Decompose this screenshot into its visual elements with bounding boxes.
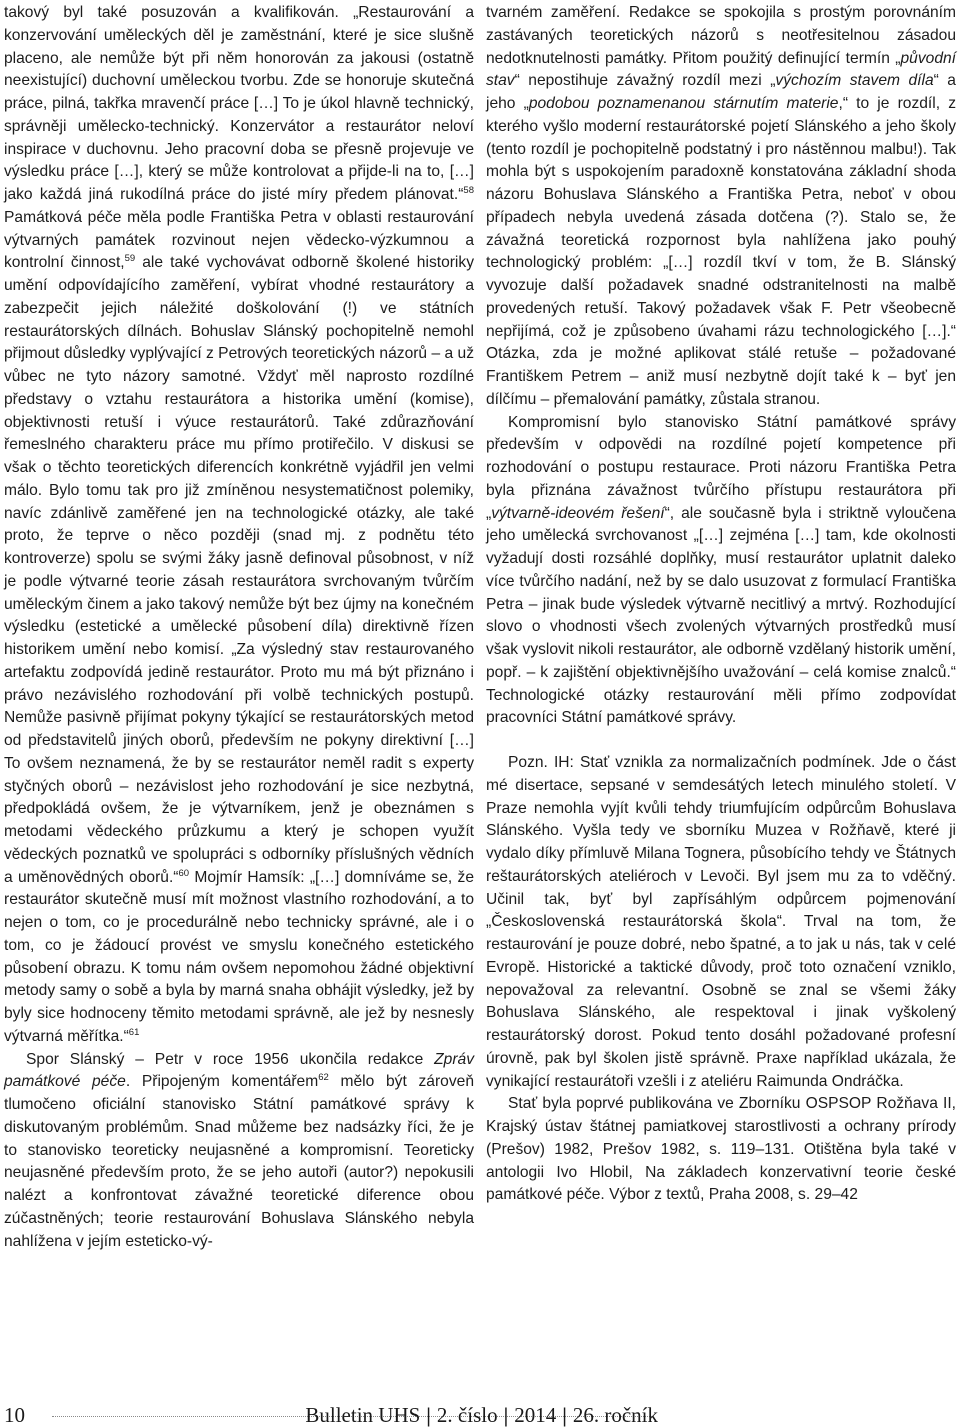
text-run: takový byl také posuzován a kvalifikován. „Restaurování a konzervování uměleckých děl je zaměstnání, které je sice slušně placeno, ale nemůže být při něm honorován za jakousi (ostatně neexistující) duchovní uměleckou tvorbu. Zde se honoruje skutečná práce, pilná, takřka mravenčí práce […] To je úkol hlavně technický, správněji umělecko-technický. Konzervátor a restaurátor neloví inspirace v duchovnu. Jeho pracovní doba se přesně projevuje ve výsledku práce […], který se může kontrolovat a přijde-li na to, […] jako každá jiná rukodílná práce do jisté míry předem plánovat.“ xyxy=(4,4,474,203)
text-run: ale také vychovávat odborně školené historiky umění odpovídajícího zaměření, vybírat vhodné restaurátory a zabezpečit jejich náležité doškolování (!) ve státních restaurátorských dílnách. Bohuslav Slánský pochopitelně nemohl přijmout důsledky vyplývající z Petrových teoretických názorů – a už vůbec ne tyto názory samotné. Vždyť měl naprosto rozdílné představy o vztahu restaurátora a historika umění (komise), objektivnosti retuší i výuce restaurátorů. Také zdůrazňování řemeslného charakteru práce mu přímo protiřečilo. V diskusi se však o těchto teoretických diferencích konkrétně vyjádřil jen velmi málo. Bylo tomu tak pro již zmíněnou nesystematičnost polemiky, navíc zdánlivě zaměřené jen na technologické otázky, ale také proto, že teprve o něco později (snad mj. z podnětu této kontroverze) spolu se svými žáky jasně definoval působnost, v níž je podle výtvarné teorie zásah restaurátora svrchovaným tvůrčím uměleckým činem a jako takový nemůže být bez újmy na konečném výsledku (estetické a umělecké působení díla) direktivně řízen historikem umění nebo komisí. „Za výsledný stav restaurovaného artefaktu zodpovídá jedině restaurátor. Proto mu má být přiznáno i právo nezávislého rozhodování při volbě technických postupů. Nemůže pasivně přijímat pokyny týkající se restaurátorských metod od představitelů jiných oborů, především ne pokyny direktivní […] To ovšem neznamená, že by se restaurátor neměl radit s experty styčných oborů – nezávislost jeho rozhodování je sice nezbytná, předpokládá ovšem, že je výtvarníkem, jenž je obeznámen s metodami vědeckého průzkumu a který je schopen využít vědeckých poznatků ve spolupráci s odborníky příslušných vědních a uměnovědných oborů.“ xyxy=(4,254,474,886)
left-column xyxy=(4,2,474,1253)
issue-year: 2014 xyxy=(514,1403,557,1427)
footnote-ref-59[interactable]: 59 xyxy=(124,253,136,265)
footnote-ref-62[interactable]: 62 xyxy=(318,1072,329,1084)
emphasis-term: původní stav xyxy=(486,49,956,90)
issue-number: 2. číslo xyxy=(436,1403,498,1427)
separator: | xyxy=(562,1403,567,1427)
emphasis-term: výchozím stavem díla xyxy=(775,72,934,90)
paragraph-dispute-conclusion xyxy=(4,1049,474,1254)
journal-title: Bulletin UHS xyxy=(305,1403,421,1427)
text-run: Mojmír Hamsík: „[…] domníváme se, že restaurátor skutečně musí mít možnost vlastního rozhodování, a to nejen o tom, co je procedurálně nebo technicky správné, ale i o tom, co je žádoucí provést ve smyslu konečného estetického působení obrazu. K tomu nám ovšem nepomohou žádné objektivní metody samy o sobě a byla by marná snaha obhájit výsledky, jež by byly sice hodnoceny těmito metodami správně, ale jež by nesnesly výtvarná měřítka.“ xyxy=(4,868,474,1045)
journal-info xyxy=(305,1403,658,1428)
text-run: “ a jeho „ xyxy=(486,72,956,112)
emphasis-term: výtvarně-ideovém řešení xyxy=(491,504,665,522)
text-run: Památková péče měla podle Františka Petra v oblasti restaurování výtvarných památek rozvinout nejen vědecko-výzkumnou a kontrolní činnost, xyxy=(4,208,474,272)
text-run: ,“ to je rozdíl, z kterého vyšlo moderní restaurátorské pojetí Slánského a jeho školy (tento rozdíl je pochopitelně podstatný i pro nástěnnou malbu!). Tak mohla být s uspokojením paradoxně konstatována základní shoda názoru Bohuslava Slánského a Františka Petra, neboť v obou případech nebyla uvedená zásada dotčena (?). Stalo se, že závažná teoretická rozpornost byla nahlížena jako pouhý technologický problém: „[…] rozdíl tkví v tom, že B. Slánský vyvozuje další požadavek snadné odstranitelnosti na malbě provedených retuší. Takový požadavek však F. Petr všeobecně nepřijímá, což je způsobeno úvahami rázu technologického […].“ Otázka, zda je možné aplikovat stálé retuše – požadované Františkem Petrem – aniž musí nezbytně dojít také k – byť jen dílčímu – přemalování památky, zůstala stranou. xyxy=(486,95,956,408)
paragraph-compromise xyxy=(486,412,956,731)
footnote-ref-61[interactable]: 61 xyxy=(128,1026,140,1038)
text-run: . Připojeným komentářem xyxy=(125,1073,319,1091)
text-run: “ nepostihuje závažný rozdíl mezi „ xyxy=(514,72,776,90)
footnote-ref-60[interactable]: 60 xyxy=(178,867,190,879)
text-run: Kompromisní bylo stanovisko Státní památkové správy především v odpovědi na rozdílné pojetí kompetence při rozhodování o postupu restaurace. Proti názoru Františka Petra byla přiznána závažnost tvůrčího přístupu restaurátora při „ xyxy=(486,413,956,522)
publication-note: Stať byla poprvé publikována ve Zborníku OSPSOP Rožňava II, Krajský ústav štátnej pamiatkovej starostlivosti a ochrany prírody (Prešov) 1982, Prešov 1982, s. 119–131. Otištěna byla také v antologii Ivo Hlobil, Na základech konzervativní teorie české památkové péče. Výbor z textů, Praha 2008, s. 29–42 xyxy=(486,1095,956,1204)
paragraph-slansky-petr-debate xyxy=(4,2,474,1049)
emphasis-term: podobou poznamenanou stárnutím materie xyxy=(528,95,839,112)
volume-label: 26. ročník xyxy=(572,1403,658,1427)
author-note: Pozn. IH: Stať vznikla za normalizačních podmínek. Jde o část mé disertace, sepsané v semdesátých letech minulého století. V Praze nemohla vyjít kvůli tehdy triumfujícím odpůrcům Bohuslava Slánského. Vyšla tedy ve sborníku Muzea v Rožňavě, které ji vydalo díky přímluvě Milana Tognera, působícího tehdy ve Štátnych reštaurátorských ateliéroch v Levoči. Byl jsem mu za to vděčný. Učinil tak, byť byl zapřísáhlým odpůrcem pojmenování „Československá restaurátorská škola“. Trval na tom, že restaurování je pouze dobré, nebo špatné, a to jak u nás, tak v celé Evropě. Historické a taktické důvody, proč toto označení vzniklo, nepovažoval za relevantní. Osobně se znal se všemi žáky Bohuslava Slánského, ale respektoval i jinak vyškolený restaurátorský dorost. Pokud tento dosáhl požadované profesní úrovně, pak byl školen jistě správně. Praxe například ukázala, že vynikající restaurátoři vzešli i z ateliéru Raimunda Ondráčka. xyxy=(486,754,956,1090)
paragraph-editorial-stance xyxy=(486,2,956,412)
separator: | xyxy=(503,1403,509,1427)
emphasis-title: Zpráv památkové péče xyxy=(4,1050,474,1091)
text-run: “, ale současně byla i striktně vyloučena jeho umělecká svrchovanost „[…] zejména […] tam, kde okolnosti vyžadují dosti rozsáhlé doplňky, musí restaurátor uplatnit daleko více tvůrčího nadání, než by se dalo usuzovat z formulací Františka Petra – jinak bude výsledek výtvarně necitlivý a mrtvý. Rozhodující slovo o vhodnosti všech zvolených výtvarných prostředků musí však vyslovit nikoli restaurátor, ale odborně vzdělaný historik umění, popř. – k zajištění objektivnějšího uvažování – celá komise znalců.“ Technologické otázky restaurování měli přímo zodpovídat pracovníci Státní památkové správy. xyxy=(486,504,956,727)
text-run: mělo být zároveň tlumočeno oficiální stanovisko Státní památkové správy k diskutovaným problémům. Snad můžeme bez nadsázky říci, že je to stanovisko teoreticky neujasněné a kompromisní. Teoreticky neujasněné především proto, že se jeho autoři (autor?) nepokusili nalézt a konfrontovat závažné teoretické diference obou zúčastněných; teorie restaurování Bohuslava Slánského nebyla nahlížena v jejím esteticko-vý- xyxy=(4,1073,474,1250)
footnote-ref-58[interactable]: 58 xyxy=(463,185,474,196)
text-run: Spor Slánský – Petr v roce 1956 ukončila redakce xyxy=(26,1050,435,1068)
page-number: 10 xyxy=(4,1403,25,1427)
text-run: tvarném zaměření. Redakce se spokojila s prostým porovnáním zastávaných teoretických názorů s neotřesitelnou zásadou nedotknutelnosti památky. Přitom použitý definující termín „ xyxy=(486,4,956,67)
right-column xyxy=(486,2,956,1207)
page-footer xyxy=(0,1400,960,1428)
separator: | xyxy=(426,1403,431,1427)
